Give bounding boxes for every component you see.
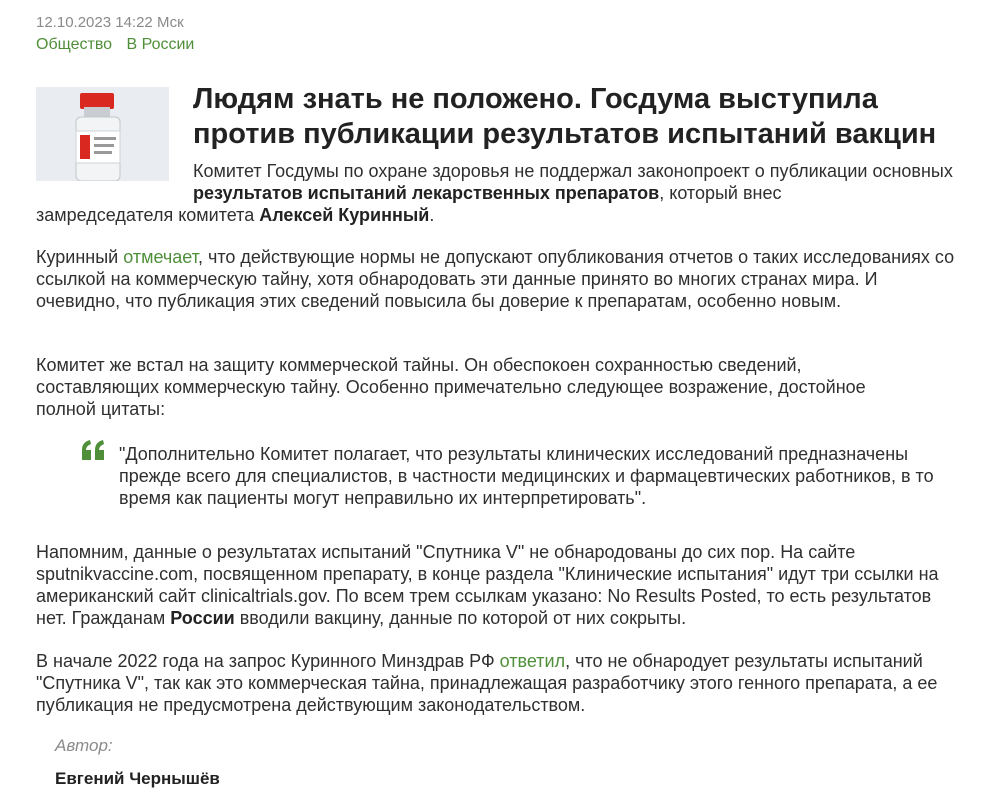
lead-text: замредседателя комитета (36, 205, 260, 225)
article-datetime: 12.10.2023 14:22 Мск (36, 14, 184, 31)
bold-russia: России (170, 608, 235, 628)
paragraph-text: , что не обнародует результаты испытаний "Спутника V", так как это коммерческая тайна, принадлежащая разработчику этого генного препарата, а ее публикация не предусмотрена действующим законодательством. (36, 651, 938, 715)
paragraph-2 (36, 246, 966, 312)
lead-text: . (429, 205, 435, 225)
author-name[interactable]: Евгений Чернышёв (55, 769, 220, 788)
paragraph-3: Комитет же встал на защиту коммерческой тайны. Он обеспокоен сохранностью сведений, составляющих коммерческую тайну. Особенно примечательно следующее возражение, достойное полной цитаты: (36, 355, 866, 419)
paragraph-text: , что действующие нормы не допускают опубликования отчетов о таких исследованиях со ссылкой на коммерческую тайну, хотя обнародовать эти данные принято во многих странах мира. И очевидно, что публикация этих сведений повысила бы доверие к препаратам, особенно новым. (36, 247, 955, 311)
category-link-in-russia[interactable]: В России (126, 36, 195, 53)
lead-text: , который внес (659, 183, 782, 203)
lead-bold: результатов испытаний лекарственных препаратов (193, 183, 660, 203)
paragraph-4 (36, 541, 956, 629)
quote-icon (80, 438, 108, 467)
blockquote: "Дополнительно Комитет полагает, что результаты клинических исследований предназначены прежде всего для специалистов, в частности медицинских и фармацевтических работников, в то время как пациенты могут неправильно их интерпретировать". (119, 444, 934, 508)
paragraph-text: вводили вакцину, данные по которой от них сокрыты. (234, 608, 687, 628)
category-links (36, 36, 204, 54)
lead-bold-name: Алексей Куринный (259, 205, 430, 225)
author-label: Автор: (55, 736, 113, 755)
lead-paragraph (36, 160, 966, 226)
link-answered[interactable]: ответил (499, 651, 566, 671)
paragraph-text: В начале 2022 года на запрос Куринного Минздрав РФ (36, 651, 500, 671)
article-headline: Людям знать не положено. Госдума выступила против публикации результатов испытаний вакцин (193, 83, 937, 150)
paragraph-text: Куринный (36, 247, 124, 267)
paragraph-text: Напомним, данные о результатах испытаний "Спутника V" не обнародованы до сих пор. На сайте sputnikvaccine.com, посвященном препарату, в конце раздела "Клинические испытания" идут три ссылки на американский сайт clinicaltrials.gov. По всем трем ссылкам указано: No Results Posted, то есть результатов нет. Гражданам (36, 542, 939, 628)
category-link-society[interactable]: Общество (36, 36, 113, 53)
paragraph-5 (36, 650, 966, 716)
lead-text: Комитет Госдумы по охране здоровья не поддержал законопроект о публикации основных (193, 161, 953, 181)
link-notes[interactable]: отмечает (123, 247, 198, 267)
